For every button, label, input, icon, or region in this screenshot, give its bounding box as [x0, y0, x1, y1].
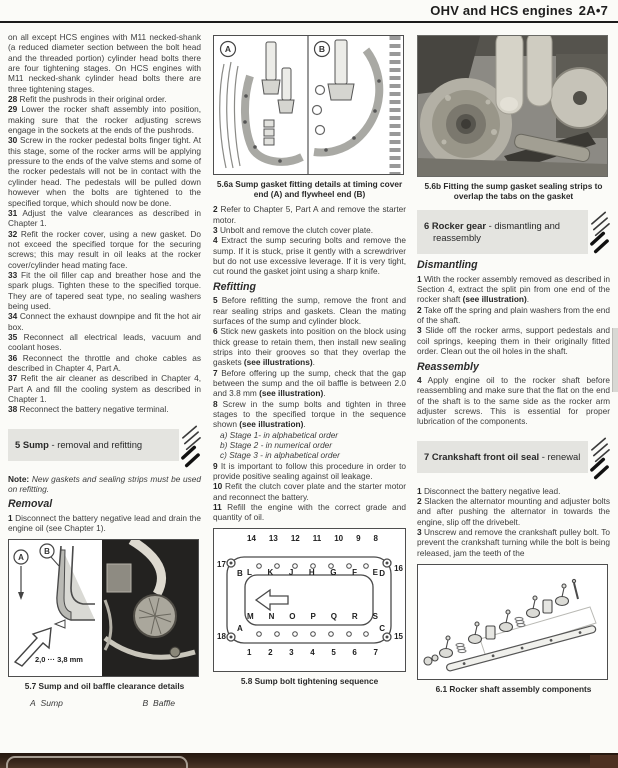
- figure-5-6b: [417, 35, 610, 201]
- sequence-label: 14: [247, 533, 256, 543]
- step-paragraph: 5 Before refitting the sump, remove the front and rear sealing strips and gaskets. Clean the mating surfaces of the sump and cylinder block.: [213, 295, 406, 326]
- svg-text:A: A: [224, 44, 232, 54]
- corner-label: A: [237, 623, 243, 633]
- fig-5-6a-drawing: [213, 35, 404, 175]
- sequence-label: 4: [310, 647, 315, 657]
- see-illustration-ref: (see illustration): [259, 388, 324, 399]
- step-number: 7: [213, 367, 218, 378]
- sequence-label: S: [372, 611, 378, 621]
- section-subtitle: - dismantling and reassembly: [433, 220, 561, 243]
- subsection-heading: Removal: [8, 498, 53, 511]
- svg-text:B: B: [44, 547, 50, 557]
- fig-5-7-legend: [8, 697, 201, 708]
- sequence-label: G: [330, 567, 337, 577]
- sequence-label: O: [289, 611, 296, 621]
- column-right: [417, 32, 610, 699]
- step-number: 2: [213, 204, 218, 215]
- section-heading-box: [417, 210, 588, 253]
- section-subtitle: - removal and refitting: [48, 439, 143, 451]
- step-number: 1: [417, 485, 422, 496]
- sequence-label: 11: [312, 533, 322, 543]
- step-paragraph: 4 Extract the sump securing bolts and remove the sump. If it is stuck, prise it gently with a screwdriver but do not use excessive leverage. If it is very tight, cut round the gasket joint using a sharp knife.: [213, 235, 406, 277]
- sequence-label: 3: [289, 647, 294, 657]
- stage-list-item: b) Stage 2 - in numerical order: [220, 439, 333, 450]
- step-paragraph: 35 Reconnect all electrical leads, vacuum and coolant hoses.: [8, 331, 201, 353]
- step-number: 2: [417, 495, 422, 506]
- svg-text:A: A: [18, 553, 24, 563]
- sequence-label: E: [372, 567, 378, 577]
- sealing-strip-photo-art: [418, 36, 607, 176]
- sequence-label: 9: [356, 533, 361, 543]
- step-paragraph: 30 Screw in the rocker pedestal bolts finger tight. At this stage, some of the rocker arms will be applying pressure to the ends of the valve stems and some of the rocker pedestals will not be in contact with the cylinder head. The pedestals will be pulled down however when the bolts are tightened to the specified torque, which should now be done.: [8, 135, 201, 208]
- sequence-label: 8: [373, 533, 378, 543]
- note-paragraph: [8, 474, 201, 495]
- fig-5-8-diagram: [213, 528, 406, 672]
- step-paragraph: 8 Screw in the sump bolts and tighten in three stages to the specified torque in the sequence shown (see illustration).: [213, 398, 406, 430]
- step-number: 2: [417, 304, 422, 315]
- figure-6-1: [417, 564, 610, 694]
- rocker-shaft-assembly-art: [418, 565, 607, 679]
- see-illustration-ref: (see illustration): [239, 419, 304, 430]
- step-number: 34: [8, 311, 18, 322]
- figure-5-6a: [213, 35, 406, 199]
- step-paragraph: 31 Adjust the valve clearances as described in Chapter 1.: [8, 207, 201, 229]
- step-paragraph: 33 Fit the oil filler cap and breather hose and the spark plugs. Tighten these to the specified torque. They are of tapered seat type, no sealing washers being used.: [8, 269, 201, 311]
- fig-5-7-drawing: [8, 539, 199, 677]
- subsection-heading: Refitting: [213, 280, 256, 293]
- step-paragraph: 11 Refill the engine with the correct grade and quantity of oil.: [213, 502, 406, 523]
- svg-text:2,0 ··· 3,8 mm: 2,0 ··· 3,8 mm: [35, 655, 83, 665]
- step-paragraph: 37 Refit the air cleaner as described in Chapter 4, Part A and fill the cooling system as described in Chapter 1.: [8, 373, 201, 405]
- fig-5-8-caption: 5.8 Sump bolt tightening sequence: [240, 675, 379, 686]
- note-text: New gaskets and sealing strips must be used on refitting.: [8, 473, 201, 495]
- step-number: 9: [213, 460, 218, 471]
- sequence-label: 5: [331, 647, 336, 657]
- see-illustration-ref: (see illustrations): [243, 357, 313, 368]
- sequence-label: J: [288, 567, 294, 577]
- sequence-label: Q: [330, 611, 337, 621]
- text-flow-right: [417, 209, 610, 558]
- fig-5-6a-caption: 5.6a Sump gasket fitting details at timing cover end (A) and flywheel end (B): [216, 179, 403, 200]
- step-number: 11: [213, 502, 222, 513]
- step-paragraph: 1 Disconnect the battery negative lead.: [417, 485, 561, 496]
- sequence-row-top-numbers: [247, 535, 378, 543]
- section-number-title: 6 Rocker gear: [424, 220, 487, 232]
- stage-list: [213, 430, 406, 461]
- sequence-label: 1: [247, 647, 252, 657]
- fig-5-6b-caption: 5.6b Fitting the sump gasket sealing strips to overlap the tabs on the gasket: [424, 181, 603, 202]
- sequence-label: F: [352, 567, 357, 577]
- step-number: 5: [213, 295, 218, 306]
- sequence-label: H: [308, 567, 315, 577]
- step-paragraph: 32 Refit the rocker cover, using a new gasket. Do not exceed the specified torque for the securing screws; this may result in oil leaks at the rocker cover/cylinder head mating face.: [8, 228, 202, 270]
- step-paragraph: 1 Disconnect the battery negative lead and drain the engine oil (see Chapter 1).: [8, 512, 201, 534]
- step-paragraph: 2 Slacken the alternator mounting and adjuster bolts and after pushing the alternator in towards the engine, slip off the drivebelt.: [417, 495, 610, 527]
- sequence-label: R: [351, 611, 358, 621]
- step-number: 30: [8, 135, 18, 146]
- step-number: 3: [417, 526, 422, 537]
- step-paragraph: 10 Refit the clutch cover plate and the starter motor and reconnect the battery.: [213, 481, 406, 502]
- sequence-label: 2: [268, 647, 273, 657]
- fig-6-1-drawing: [417, 564, 608, 680]
- stage-list-item: c) Stage 3 - in alphabetical order: [220, 450, 340, 461]
- step-number: 36: [8, 352, 18, 363]
- legend-item: A Sump: [30, 697, 63, 708]
- figure-5-7: [8, 539, 201, 708]
- stage-list-item: a) Stage 1- in alphabetical order: [220, 429, 339, 440]
- step-paragraph: 2 Take off the spring and plain washers from the end of the shaft.: [417, 304, 611, 326]
- sequence-label: N: [268, 611, 275, 621]
- step-paragraph: 1 With the rocker assembly removed as described in Section 4, extract the split pin from one end of the rocker shaft (see illustration).: [417, 273, 610, 305]
- next-page-tab-outline: [6, 756, 188, 768]
- corner-label: D: [379, 568, 385, 578]
- sequence-row-bottom-numbers: [247, 649, 378, 657]
- header-rule: [0, 21, 618, 23]
- step-number: 32: [8, 228, 18, 239]
- sequence-label: 10: [334, 533, 344, 543]
- note-label: Note:: [8, 473, 30, 484]
- figure-5-8: [213, 528, 406, 686]
- section-number-title: 5 Sump: [15, 439, 49, 451]
- fig-5-7-caption: 5.7 Sump and oil baffle clearance details: [24, 681, 185, 692]
- step-number: 4: [213, 235, 218, 246]
- step-number: 37: [8, 373, 18, 384]
- step-paragraph: 9 It is important to follow this procedure in order to provide positive sealing against oil leakage.: [213, 460, 406, 481]
- subsection-heading: Dismantling: [417, 259, 478, 272]
- step-paragraph: 4 Apply engine oil to the rocker shaft before reassembling and make sure that the flat on the end of the shaft is to the same side as the rocker arm adjuster screws. This is essential for proper lubrication of the components.: [417, 374, 610, 427]
- corner-label: 16: [394, 563, 403, 573]
- section-heading-row: [417, 209, 610, 254]
- bottom-corner-shade: [590, 755, 618, 768]
- step-number: 3: [213, 225, 218, 236]
- text-flow-middle: [213, 204, 406, 522]
- section-subtitle: - renewal: [539, 451, 581, 463]
- sequence-label: M: [247, 611, 254, 621]
- sequence-row-bottom-letters: [247, 613, 378, 621]
- step-paragraph: 3 Slide off the rocker arms, support pedestals and coil springs, keeping them in their originally fitted order. Clean out the oil holes in the shaft.: [417, 325, 610, 357]
- step-paragraph: 3 Unscrew and remove the crankshaft pulley bolt. To prevent the crankshaft turning while the bolt is being released, jam the teeth of the: [417, 526, 610, 558]
- step-number: 31: [8, 207, 18, 218]
- page-header: [430, 3, 608, 18]
- step-paragraph: 7 Before offering up the sump, check that the gap between the sump and the oil baffle is between 2.0 and 3.8 mm (see illustration).: [213, 367, 406, 399]
- step-paragraph: 3 Unbolt and remove the clutch cover plate.: [213, 225, 374, 236]
- step-number: 33: [8, 269, 18, 280]
- step-number: 29: [8, 104, 18, 115]
- sump-baffle-clearance-art: [9, 540, 198, 676]
- spanner-rating-icon: [589, 435, 610, 480]
- corner-label: 17: [217, 559, 226, 569]
- corner-label: 18: [217, 631, 226, 641]
- svg-text:B: B: [318, 44, 326, 54]
- column-left: [8, 32, 201, 708]
- text-flow-left: [8, 32, 201, 533]
- subsection-heading: Reassembly: [417, 360, 479, 373]
- sequence-label: 13: [268, 533, 278, 543]
- section-heading-box: [8, 429, 179, 461]
- step-paragraph: 2 Refer to Chapter 5, Part A and remove the starter motor.: [213, 204, 407, 225]
- sequence-row-top-letters: [247, 569, 378, 577]
- step-paragraph: 6 Stick new gaskets into position on the block using thick grease to retain them, then install new sealing strips into their grooves so that they overlap the gaskets (see illustrations).: [213, 326, 406, 368]
- sequence-label: P: [310, 611, 316, 621]
- step-paragraph: 36 Reconnect the throttle and choke cables as described in Chapter 4, Part A.: [8, 352, 201, 373]
- section-heading-box: [417, 441, 588, 473]
- step-number: 1: [8, 512, 13, 523]
- bottom-page-edge: [0, 753, 618, 768]
- paragraph: on all except HCS engines with M11 necked-shank (a reduced diameter section between the bolt head and the threaded portion) cylinder head bolts there are four tightening stages. On HCS engines with M11 necked-shank cylinder head bolts there are three tightening stages.: [8, 32, 201, 94]
- page-edge-tab: [612, 328, 618, 392]
- step-paragraph: 29 Lower the rocker shaft assembly into position, making sure that the rocker adjusting screws engage in the sockets at the ends of the pushrods.: [8, 104, 201, 136]
- step-number: 10: [213, 481, 223, 492]
- step-paragraph: 28 Refit the pushrods in their original order.: [8, 94, 167, 105]
- corner-label: B: [237, 568, 243, 578]
- spanner-rating-icon: [589, 209, 610, 254]
- section-heading-row: [8, 423, 201, 468]
- step-paragraph: 38 Reconnect the battery negative terminal.: [8, 404, 169, 415]
- fig-5-6b-photo: [417, 35, 608, 177]
- step-number: 3: [417, 325, 422, 336]
- step-number: 1: [417, 273, 422, 284]
- corner-label: 15: [394, 631, 403, 641]
- step-number: 8: [213, 398, 218, 409]
- sequence-label: 12: [290, 533, 300, 543]
- header-title: OHV and HCS engines: [430, 3, 573, 18]
- step-number: 38: [8, 404, 18, 415]
- legend-item: B Baffle: [142, 697, 175, 708]
- see-illustration-ref: (see illustration): [462, 294, 527, 305]
- fig-6-1-caption: 6.1 Rocker shaft assembly components: [435, 683, 592, 694]
- step-number: 4: [417, 374, 422, 385]
- spanner-rating-icon: [180, 423, 201, 468]
- step-paragraph: 34 Connect the exhaust downpipe and fit the hot air box.: [8, 311, 201, 332]
- sequence-label: 7: [373, 647, 378, 657]
- sump-gasket-fitting-art: [214, 36, 403, 174]
- sequence-label: K: [267, 567, 274, 577]
- step-number: 28: [8, 94, 18, 105]
- corner-label: C: [379, 623, 385, 633]
- step-number: 6: [213, 326, 218, 337]
- column-middle: [213, 32, 406, 691]
- section-heading-row: [417, 435, 610, 480]
- header-page-ref: 2A•7: [578, 3, 608, 18]
- sequence-label: 6: [352, 647, 357, 657]
- sequence-label: L: [247, 567, 252, 577]
- step-number: 35: [8, 331, 18, 342]
- section-number-title: 7 Crankshaft front oil seal: [424, 451, 540, 463]
